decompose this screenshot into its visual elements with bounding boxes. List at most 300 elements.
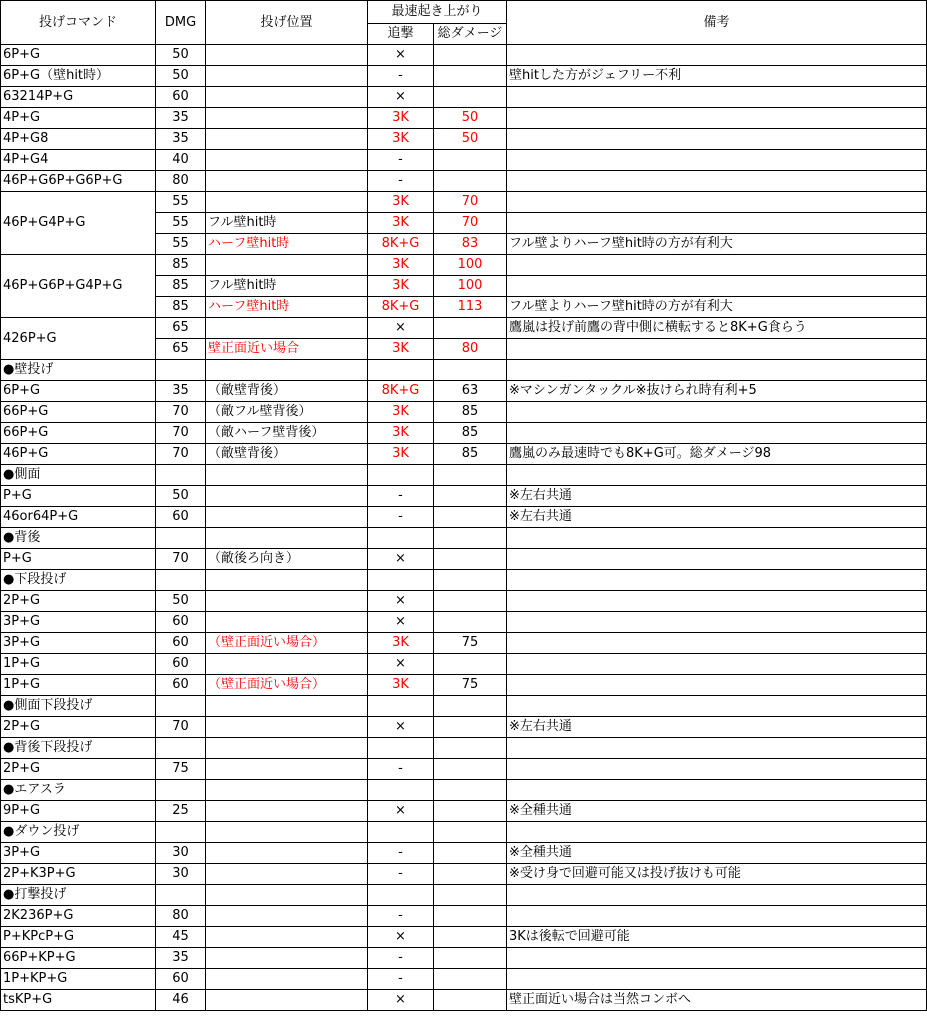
table-row — [1, 87, 927, 108]
dmg-cell[interactable]: 70 — [156, 549, 206, 570]
notes-cell[interactable] — [507, 969, 927, 990]
position-cell[interactable] — [206, 780, 368, 801]
table-header — [1, 1, 927, 45]
command-cell[interactable]: 3P+G — [1, 612, 156, 633]
dmg-cell[interactable]: 60 — [156, 969, 206, 990]
position-cell[interactable] — [206, 969, 368, 990]
notes-cell[interactable] — [507, 822, 927, 843]
dmg-cell[interactable]: 35 — [156, 129, 206, 150]
notes-cell[interactable] — [507, 675, 927, 696]
followup-cell[interactable]: 3K — [368, 276, 434, 297]
notes-cell[interactable]: フル壁よりハーフ壁hit時の方が有利大 — [507, 297, 927, 318]
section-title[interactable]: ●背後下段投げ — [1, 738, 156, 759]
position-cell[interactable] — [206, 822, 368, 843]
dmg-cell[interactable] — [156, 465, 206, 486]
section-row — [1, 360, 927, 381]
command-cell[interactable]: 66P+G — [1, 423, 156, 444]
followup-cell[interactable]: × — [368, 717, 434, 738]
dmg-cell[interactable]: 70 — [156, 444, 206, 465]
followup-cell[interactable]: 8K+G — [368, 297, 434, 318]
dmg-cell[interactable]: 60 — [156, 507, 206, 528]
position-cell[interactable]: （壁正面近い場合） — [206, 675, 368, 696]
total-damage-cell[interactable] — [434, 45, 507, 66]
position-cell[interactable] — [206, 864, 368, 885]
dmg-cell[interactable]: 35 — [156, 108, 206, 129]
position-cell[interactable] — [206, 150, 368, 171]
followup-cell[interactable]: 3K — [368, 675, 434, 696]
dmg-cell[interactable]: 50 — [156, 66, 206, 87]
dmg-cell[interactable]: 35 — [156, 948, 206, 969]
notes-cell[interactable] — [507, 45, 927, 66]
dmg-cell[interactable]: 70 — [156, 423, 206, 444]
section-title[interactable]: ●側面 — [1, 465, 156, 486]
command-cell[interactable]: 2P+G — [1, 591, 156, 612]
notes-cell[interactable] — [507, 465, 927, 486]
command-cell[interactable]: 46P+G6P+G4P+G — [1, 255, 156, 318]
dmg-cell[interactable]: 60 — [156, 612, 206, 633]
notes-cell[interactable] — [507, 549, 927, 570]
notes-cell[interactable] — [507, 528, 927, 549]
command-cell[interactable]: 1P+KP+G — [1, 969, 156, 990]
position-cell[interactable]: フル壁hit時 — [206, 276, 368, 297]
followup-cell[interactable]: - — [368, 969, 434, 990]
notes-cell[interactable] — [507, 633, 927, 654]
total-damage-cell[interactable] — [434, 66, 507, 87]
total-damage-cell[interactable] — [434, 801, 507, 822]
table-row — [1, 969, 927, 990]
total-damage-cell[interactable] — [434, 549, 507, 570]
followup-cell[interactable]: × — [368, 318, 434, 339]
table-row — [1, 402, 927, 423]
table-row — [1, 990, 927, 1011]
header-position[interactable]: 投げ位置 — [206, 1, 368, 45]
total-damage-cell[interactable] — [434, 507, 507, 528]
followup-cell[interactable]: 3K — [368, 255, 434, 276]
dmg-cell[interactable] — [156, 738, 206, 759]
followup-cell[interactable]: - — [368, 906, 434, 927]
total-damage-cell[interactable] — [434, 885, 507, 906]
command-cell[interactable]: 2P+G — [1, 759, 156, 780]
total-damage-cell[interactable] — [434, 948, 507, 969]
total-damage-cell[interactable]: 50 — [434, 129, 507, 150]
command-cell[interactable]: 46P+G4P+G — [1, 192, 156, 255]
section-title[interactable]: ●壁投げ — [1, 360, 156, 381]
total-damage-cell[interactable]: 80 — [434, 339, 507, 360]
notes-cell[interactable]: 壁正面近い場合は当然コンボへ — [507, 990, 927, 1011]
command-cell[interactable]: 46or64P+G — [1, 507, 156, 528]
followup-cell[interactable]: × — [368, 801, 434, 822]
position-cell[interactable] — [206, 570, 368, 591]
followup-cell[interactable]: 8K+G — [368, 234, 434, 255]
followup-cell[interactable]: - — [368, 843, 434, 864]
followup-cell[interactable]: × — [368, 591, 434, 612]
dmg-cell[interactable] — [156, 822, 206, 843]
dmg-cell[interactable]: 65 — [156, 339, 206, 360]
position-cell[interactable] — [206, 843, 368, 864]
position-cell[interactable]: 壁正面近い場合 — [206, 339, 368, 360]
position-cell[interactable] — [206, 759, 368, 780]
total-damage-cell[interactable] — [434, 990, 507, 1011]
notes-cell[interactable]: ※全種共通 — [507, 801, 927, 822]
position-cell[interactable] — [206, 948, 368, 969]
command-cell[interactable]: 46P+G6P+G6P+G — [1, 171, 156, 192]
notes-cell[interactable] — [507, 885, 927, 906]
notes-cell[interactable] — [507, 906, 927, 927]
notes-cell[interactable] — [507, 87, 927, 108]
total-damage-cell[interactable]: 70 — [434, 213, 507, 234]
total-damage-cell[interactable]: 113 — [434, 297, 507, 318]
position-cell[interactable] — [206, 192, 368, 213]
command-cell[interactable]: 63214P+G — [1, 87, 156, 108]
header-followup[interactable]: 追撃 — [368, 24, 434, 45]
followup-cell[interactable]: × — [368, 927, 434, 948]
total-damage-cell[interactable]: 85 — [434, 402, 507, 423]
followup-cell[interactable]: 3K — [368, 444, 434, 465]
header-total-damage[interactable]: 総ダメージ — [434, 24, 507, 45]
followup-cell[interactable]: - — [368, 759, 434, 780]
command-cell[interactable]: P+G — [1, 549, 156, 570]
followup-cell[interactable] — [368, 696, 434, 717]
position-cell[interactable]: （敵壁背後） — [206, 444, 368, 465]
total-damage-cell[interactable] — [434, 465, 507, 486]
position-cell[interactable]: （敵フル壁背後） — [206, 402, 368, 423]
command-cell[interactable]: tsKP+G — [1, 990, 156, 1011]
dmg-cell[interactable]: 55 — [156, 192, 206, 213]
notes-cell[interactable] — [507, 339, 927, 360]
table-row — [1, 717, 927, 738]
position-cell[interactable] — [206, 486, 368, 507]
section-title[interactable]: ●エアスラ — [1, 780, 156, 801]
total-damage-cell[interactable] — [434, 570, 507, 591]
position-cell[interactable] — [206, 528, 368, 549]
followup-cell[interactable]: 8K+G — [368, 381, 434, 402]
total-damage-cell[interactable]: 85 — [434, 423, 507, 444]
command-cell[interactable]: 4P+G8 — [1, 129, 156, 150]
followup-cell[interactable]: 3K — [368, 423, 434, 444]
total-damage-cell[interactable]: 75 — [434, 675, 507, 696]
dmg-cell[interactable]: 30 — [156, 843, 206, 864]
table-row — [1, 864, 927, 885]
dmg-cell[interactable]: 65 — [156, 318, 206, 339]
notes-cell[interactable] — [507, 738, 927, 759]
notes-cell[interactable]: ※マシンガンタックル※抜けられ時有利+5 — [507, 381, 927, 402]
total-damage-cell[interactable] — [434, 927, 507, 948]
notes-cell[interactable] — [507, 780, 927, 801]
dmg-cell[interactable] — [156, 885, 206, 906]
position-cell[interactable] — [206, 66, 368, 87]
dmg-cell[interactable]: 60 — [156, 633, 206, 654]
position-cell[interactable] — [206, 591, 368, 612]
dmg-cell[interactable] — [156, 780, 206, 801]
table-row — [1, 318, 927, 339]
position-cell[interactable]: ハーフ壁hit時 — [206, 297, 368, 318]
total-damage-cell[interactable] — [434, 612, 507, 633]
position-cell[interactable] — [206, 255, 368, 276]
followup-cell[interactable] — [368, 360, 434, 381]
table-row — [1, 654, 927, 675]
position-cell[interactable] — [206, 87, 368, 108]
followup-cell[interactable] — [368, 885, 434, 906]
notes-cell[interactable]: 壁hitした方がジェフリー不利 — [507, 66, 927, 87]
notes-cell[interactable]: 鷹嵐のみ最速時でも8K+G可。総ダメージ98 — [507, 444, 927, 465]
position-cell[interactable] — [206, 507, 368, 528]
dmg-cell[interactable]: 70 — [156, 402, 206, 423]
position-cell[interactable] — [206, 927, 368, 948]
section-title[interactable]: ●背後 — [1, 528, 156, 549]
total-damage-cell[interactable] — [434, 822, 507, 843]
total-damage-cell[interactable] — [434, 150, 507, 171]
dmg-cell[interactable] — [156, 528, 206, 549]
dmg-cell[interactable]: 40 — [156, 150, 206, 171]
position-cell[interactable]: （敵ハーフ壁背後） — [206, 423, 368, 444]
dmg-cell[interactable]: 35 — [156, 381, 206, 402]
section-title[interactable]: ●側面下段投げ — [1, 696, 156, 717]
dmg-cell[interactable]: 46 — [156, 990, 206, 1011]
total-damage-cell[interactable] — [434, 717, 507, 738]
position-cell[interactable]: （敵後ろ向き） — [206, 549, 368, 570]
command-cell[interactable]: 3P+G — [1, 843, 156, 864]
header-notes[interactable]: 備考 — [507, 1, 927, 45]
dmg-cell[interactable]: 55 — [156, 234, 206, 255]
dmg-cell[interactable] — [156, 570, 206, 591]
notes-cell[interactable] — [507, 423, 927, 444]
position-cell[interactable] — [206, 360, 368, 381]
total-damage-cell[interactable] — [434, 87, 507, 108]
table-row — [1, 171, 927, 192]
command-cell[interactable]: P+G — [1, 486, 156, 507]
dmg-cell[interactable]: 50 — [156, 486, 206, 507]
table-row — [1, 108, 927, 129]
dmg-cell[interactable]: 85 — [156, 255, 206, 276]
followup-cell[interactable]: × — [368, 45, 434, 66]
command-cell[interactable]: 66P+KP+G — [1, 948, 156, 969]
dmg-cell[interactable]: 80 — [156, 906, 206, 927]
dmg-cell[interactable]: 85 — [156, 297, 206, 318]
followup-cell[interactable] — [368, 822, 434, 843]
total-damage-cell[interactable]: 83 — [434, 234, 507, 255]
notes-cell[interactable]: ※左右共通 — [507, 507, 927, 528]
position-cell[interactable] — [206, 906, 368, 927]
notes-cell[interactable] — [507, 612, 927, 633]
total-damage-cell[interactable] — [434, 969, 507, 990]
position-cell[interactable] — [206, 171, 368, 192]
table-row — [1, 423, 927, 444]
followup-cell[interactable]: - — [368, 864, 434, 885]
command-cell[interactable]: 4P+G — [1, 108, 156, 129]
total-damage-cell[interactable]: 63 — [434, 381, 507, 402]
followup-cell[interactable] — [368, 570, 434, 591]
position-cell[interactable] — [206, 612, 368, 633]
notes-cell[interactable] — [507, 402, 927, 423]
dmg-cell[interactable]: 45 — [156, 927, 206, 948]
position-cell[interactable] — [206, 108, 368, 129]
header-dmg[interactable]: DMG — [156, 1, 206, 45]
total-damage-cell[interactable]: 100 — [434, 276, 507, 297]
command-cell[interactable]: 1P+G — [1, 675, 156, 696]
dmg-cell[interactable]: 60 — [156, 675, 206, 696]
position-cell[interactable]: フル壁hit時 — [206, 213, 368, 234]
notes-cell[interactable] — [507, 360, 927, 381]
followup-cell[interactable] — [368, 780, 434, 801]
table-row — [1, 759, 927, 780]
notes-cell[interactable] — [507, 171, 927, 192]
total-damage-cell[interactable] — [434, 486, 507, 507]
dmg-cell[interactable] — [156, 360, 206, 381]
position-cell[interactable] — [206, 738, 368, 759]
table-row — [1, 507, 927, 528]
followup-cell[interactable]: 3K — [368, 213, 434, 234]
total-damage-cell[interactable] — [434, 738, 507, 759]
total-damage-cell[interactable] — [434, 318, 507, 339]
dmg-cell[interactable]: 50 — [156, 45, 206, 66]
followup-cell[interactable]: × — [368, 549, 434, 570]
total-damage-cell[interactable] — [434, 696, 507, 717]
dmg-cell[interactable]: 55 — [156, 213, 206, 234]
position-cell[interactable] — [206, 696, 368, 717]
total-damage-cell[interactable] — [434, 528, 507, 549]
dmg-cell[interactable]: 80 — [156, 171, 206, 192]
notes-cell[interactable] — [507, 696, 927, 717]
notes-cell[interactable]: 3Kは後転で回避可能 — [507, 927, 927, 948]
notes-cell[interactable]: ※全種共通 — [507, 843, 927, 864]
total-damage-cell[interactable] — [434, 843, 507, 864]
followup-cell[interactable]: 3K — [368, 633, 434, 654]
section-row — [1, 528, 927, 549]
command-cell[interactable]: 3P+G — [1, 633, 156, 654]
followup-cell[interactable]: × — [368, 87, 434, 108]
command-cell[interactable]: 9P+G — [1, 801, 156, 822]
header-command[interactable]: 投げコマンド — [1, 1, 156, 45]
followup-cell[interactable]: - — [368, 171, 434, 192]
followup-cell[interactable]: 3K — [368, 108, 434, 129]
total-damage-cell[interactable] — [434, 171, 507, 192]
position-cell[interactable] — [206, 717, 368, 738]
followup-cell[interactable]: - — [368, 948, 434, 969]
dmg-cell[interactable]: 50 — [156, 591, 206, 612]
command-cell[interactable]: 66P+G — [1, 402, 156, 423]
position-cell[interactable] — [206, 990, 368, 1011]
dmg-cell[interactable]: 60 — [156, 87, 206, 108]
position-cell[interactable]: （壁正面近い場合） — [206, 633, 368, 654]
followup-cell[interactable]: - — [368, 66, 434, 87]
dmg-cell[interactable]: 25 — [156, 801, 206, 822]
command-cell[interactable]: 2P+K3P+G — [1, 864, 156, 885]
command-cell[interactable]: 6P+G（壁hit時） — [1, 66, 156, 87]
total-damage-cell[interactable]: 75 — [434, 633, 507, 654]
notes-cell[interactable] — [507, 150, 927, 171]
notes-cell[interactable]: 鷹嵐は投げ前鷹の背中側に横転すると8K+G食らう — [507, 318, 927, 339]
total-damage-cell[interactable]: 100 — [434, 255, 507, 276]
followup-cell[interactable]: × — [368, 612, 434, 633]
total-damage-cell[interactable]: 85 — [434, 444, 507, 465]
header-fastest-wakeup[interactable]: 最速起き上がり — [368, 1, 507, 24]
position-cell[interactable] — [206, 45, 368, 66]
position-cell[interactable]: ハーフ壁hit時 — [206, 234, 368, 255]
command-cell[interactable]: P+KPcP+G — [1, 927, 156, 948]
table-row — [1, 948, 927, 969]
notes-cell[interactable] — [507, 192, 927, 213]
followup-cell[interactable]: - — [368, 507, 434, 528]
followup-cell[interactable]: - — [368, 150, 434, 171]
notes-cell[interactable] — [507, 255, 927, 276]
section-row — [1, 465, 927, 486]
notes-cell[interactable] — [507, 276, 927, 297]
notes-cell[interactable] — [507, 654, 927, 675]
total-damage-cell[interactable]: 50 — [434, 108, 507, 129]
position-cell[interactable] — [206, 885, 368, 906]
notes-cell[interactable] — [507, 591, 927, 612]
notes-cell[interactable] — [507, 213, 927, 234]
position-cell[interactable]: （敵壁背後） — [206, 381, 368, 402]
followup-cell[interactable]: × — [368, 990, 434, 1011]
followup-cell[interactable]: 3K — [368, 129, 434, 150]
notes-cell[interactable] — [507, 948, 927, 969]
dmg-cell[interactable]: 30 — [156, 864, 206, 885]
dmg-cell[interactable] — [156, 696, 206, 717]
command-cell[interactable]: 6P+G — [1, 45, 156, 66]
notes-cell[interactable] — [507, 108, 927, 129]
command-cell[interactable]: 1P+G — [1, 654, 156, 675]
notes-cell[interactable]: フル壁よりハーフ壁hit時の方が有利大 — [507, 234, 927, 255]
followup-cell[interactable]: 3K — [368, 339, 434, 360]
total-damage-cell[interactable] — [434, 759, 507, 780]
total-damage-cell[interactable]: 70 — [434, 192, 507, 213]
total-damage-cell[interactable] — [434, 654, 507, 675]
command-cell[interactable]: 46P+G — [1, 444, 156, 465]
notes-cell[interactable] — [507, 570, 927, 591]
dmg-cell[interactable]: 70 — [156, 717, 206, 738]
section-title[interactable]: ●下段投げ — [1, 570, 156, 591]
command-cell[interactable]: 6P+G — [1, 381, 156, 402]
table-row — [1, 906, 927, 927]
followup-cell[interactable] — [368, 738, 434, 759]
command-cell[interactable]: 426P+G — [1, 318, 156, 360]
dmg-cell[interactable]: 85 — [156, 276, 206, 297]
section-title[interactable]: ●打撃投げ — [1, 885, 156, 906]
section-title[interactable]: ●ダウン投げ — [1, 822, 156, 843]
command-cell[interactable]: 2P+G — [1, 717, 156, 738]
command-cell[interactable]: 4P+G4 — [1, 150, 156, 171]
position-cell[interactable] — [206, 801, 368, 822]
followup-cell[interactable]: - — [368, 486, 434, 507]
notes-cell[interactable]: ※左右共通 — [507, 717, 927, 738]
command-cell[interactable]: 2K236P+G — [1, 906, 156, 927]
total-damage-cell[interactable] — [434, 780, 507, 801]
notes-cell[interactable]: ※左右共通 — [507, 486, 927, 507]
followup-cell[interactable]: 3K — [368, 402, 434, 423]
total-damage-cell[interactable] — [434, 906, 507, 927]
section-row — [1, 696, 927, 717]
total-damage-cell[interactable] — [434, 864, 507, 885]
followup-cell[interactable] — [368, 465, 434, 486]
position-cell[interactable] — [206, 318, 368, 339]
notes-cell[interactable] — [507, 759, 927, 780]
section-row — [1, 822, 927, 843]
notes-cell[interactable]: ※受け身で回避可能又は投げ抜けも可能 — [507, 864, 927, 885]
followup-cell[interactable]: 3K — [368, 192, 434, 213]
position-cell[interactable] — [206, 654, 368, 675]
dmg-cell[interactable]: 60 — [156, 654, 206, 675]
followup-cell[interactable]: × — [368, 654, 434, 675]
position-cell[interactable] — [206, 129, 368, 150]
followup-cell[interactable] — [368, 528, 434, 549]
total-damage-cell[interactable] — [434, 360, 507, 381]
dmg-cell[interactable]: 75 — [156, 759, 206, 780]
table-row — [1, 549, 927, 570]
notes-cell[interactable] — [507, 129, 927, 150]
total-damage-cell[interactable] — [434, 591, 507, 612]
position-cell[interactable] — [206, 465, 368, 486]
